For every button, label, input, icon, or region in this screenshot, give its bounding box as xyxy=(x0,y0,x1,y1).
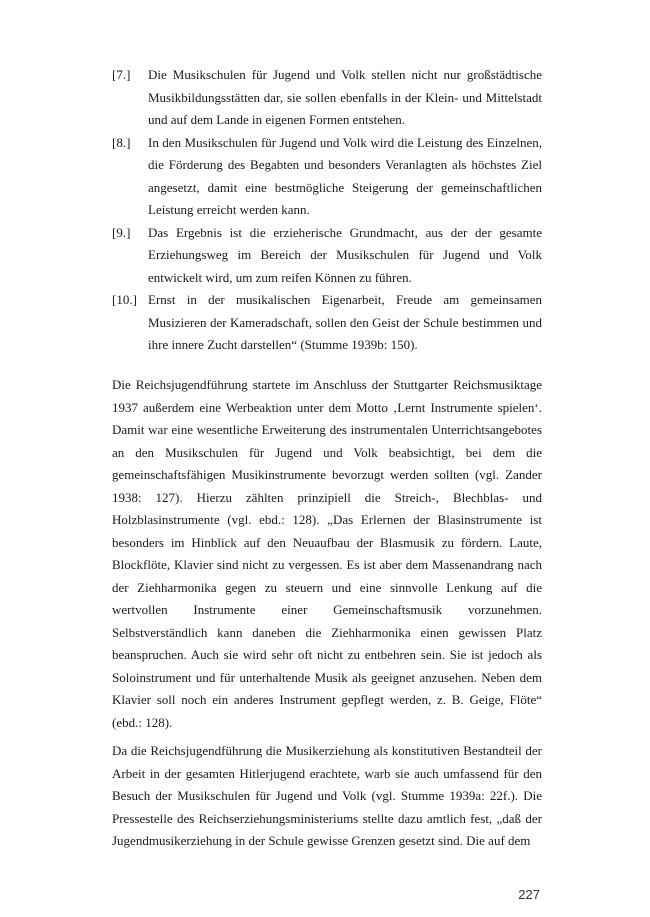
list-item-text: In den Musikschulen für Jugend und Volk wird die Leistung des Einzelnen, die Förderung des Begabten und besonders Veranlagten als höchstes Ziel angesetzt, damit eine bestmögliche Steigerung der gemeinschaftlichen Leistung erreicht werden kann. xyxy=(148,134,542,217)
page-number: 227 xyxy=(518,887,540,902)
list-item-text: Das Ergebnis ist die erzieherische Grundmacht, aus der der gesamte Erziehungsweg im Bereich der Musikschulen für Jugend und Volk entwickelt wird, um zum reifen Können zu führen. xyxy=(148,224,542,285)
list-item xyxy=(112,222,542,290)
list-item-number: [9.] xyxy=(112,224,131,240)
list-item-text: Ernst in der musikalischen Eigenarbeit, Freude am gemeinsamen Musizieren der Kameradschaft, sollen den Geist der Schule bestimmen und ihre innere Zucht darstellen“ (Stumme 1939b: 150). xyxy=(148,292,542,352)
numbered-list xyxy=(112,64,542,357)
list-item-number: [7.] xyxy=(112,67,131,82)
list-item xyxy=(112,64,542,132)
list-item-number: [10.] xyxy=(112,292,137,307)
list-item xyxy=(112,132,542,222)
body-paragraph: Die Reichsjugendführung startete im Anschluss der Stuttgarter Reichsmusiktage 1937 außerdem eine Werbeaktion unter dem Motto ‚Lernt Instrumente spielen‘. Damit war eine wesentliche Erweiterung des instrumentalen Unterrichtsangebotes an den Musikschulen für Jugend und Volk beabsichtigt, bei dem die gemeinschaftsfähigen Musikinstrumente bevorzugt werden sollten (vgl. Zander 1938: 127). Hierzu zählten prinzipiell die Streich-, Blechblas- und Holzblasinstrumente (vgl. ebd.: 128). „Das Erlernen der Blasinstrumente ist besonders im Hinblick auf den Neuaufbau der Blasmusik zu fördern. Laute, Blockflöte, Klavier sind nicht zu vergessen. Es ist aber dem Massenandrang nach der Ziehharmonika gegen zu steuern und eine sinnvolle Lenkung auf die wertvollen Instrumente einer Gemeinschaftsmusik vorzunehmen. Selbstverständlich kann daneben die Ziehharmonika einen gewissen Platz beanspruchen. Auch sie wird sehr oft nicht zu entbehren sein. Sie ist jedoch als Soloinstrument und für unterhaltende Musik als geeignet anzusehen. Neben dem Klavier soll noch ein anderes Instrument gepflegt werden, z. B. Geige, Flöte“ (ebd.: 128). xyxy=(112,377,542,730)
body-paragraph: Da die Reichsjugendführung die Musikerziehung als konstitutiven Bestandteil der Arbeit in der gesamten Hitlerjugend erachtete, warb sie auch umfassend für den Besuch der Musikschulen für Jugend und Volk (vgl. Stumme 1939a: 22f.). Die Pressestelle des Reichserziehungsministeriums stellte dazu amtlich fest, „daß der Jugendmusikerziehung in der Schule gewisse Grenzen gesetzt sind. Die auf dem xyxy=(112,743,542,848)
list-item-number: [8.] xyxy=(112,134,131,150)
list-item-text: Die Musikschulen für Jugend und Volk stellen nicht nur großstädtische Musikbildungsstätten dar, sie sollen ebenfalls in der Klein- und Mittelstadt und auf dem Lande in eigenen Formen entstehen. xyxy=(148,67,542,127)
list-item xyxy=(112,289,542,357)
